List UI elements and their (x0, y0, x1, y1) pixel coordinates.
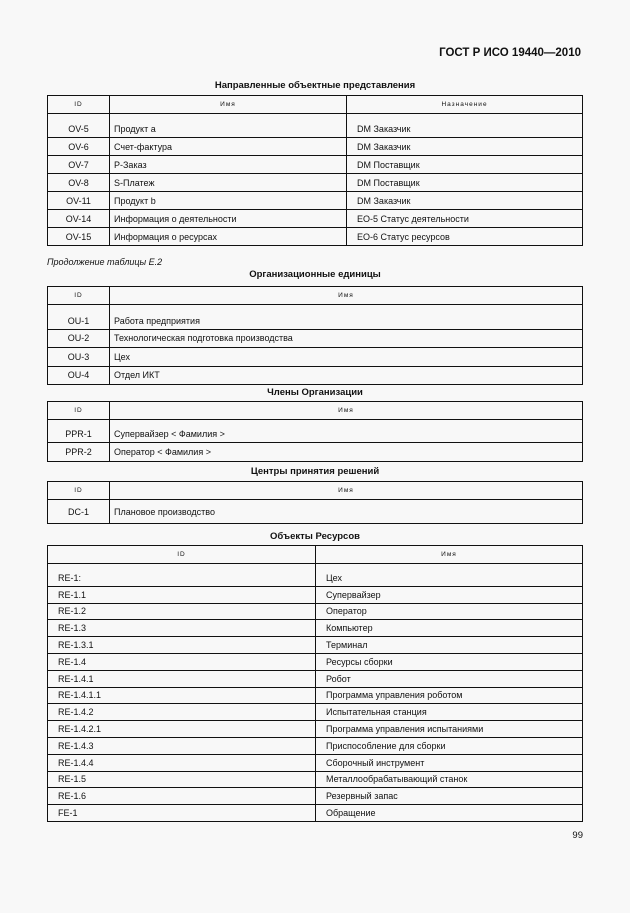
column-header-id: ID (48, 287, 110, 305)
cell-name: Испытательная станция (316, 704, 583, 721)
table-row (48, 228, 583, 246)
cell-id: RE-1.4.2.1 (48, 721, 316, 738)
cell-id: RE-1.4.1.1 (48, 687, 316, 704)
units-table-title: Организационные единицы (249, 269, 381, 280)
views-table (47, 95, 583, 246)
table-row (48, 348, 583, 367)
cell-name: Приспособление для сборки (316, 737, 583, 754)
table-header-row (48, 482, 583, 500)
cell-purpose: DM Поставщик (347, 156, 583, 174)
cell-id: RE-1.4.2 (48, 704, 316, 721)
table-row (48, 366, 583, 385)
cell-name: Продукт b (110, 192, 347, 210)
resources-table-body (48, 564, 583, 822)
table-row (48, 721, 583, 738)
centers-table (47, 481, 583, 524)
cell-id: OV-7 (48, 156, 110, 174)
table-row (48, 737, 583, 754)
cell-name: Обращение (316, 805, 583, 822)
cell-name: Программа управления роботом (316, 687, 583, 704)
table-row (48, 443, 583, 462)
cell-name: Робот (316, 670, 583, 687)
units-table-body (48, 305, 583, 385)
table-header-row (48, 287, 583, 305)
cell-name: Программа управления испытаниями (316, 721, 583, 738)
cell-id: PPR-1 (48, 420, 110, 443)
cell-purpose: DM Заказчик (347, 114, 583, 138)
table-row (48, 329, 583, 348)
table-row (48, 771, 583, 788)
cell-name: Отдел ИКТ (110, 366, 583, 385)
cell-id: RE-1.3.1 (48, 637, 316, 654)
members-table-title: Члены Организации (267, 387, 363, 398)
table-row (48, 305, 583, 330)
column-header-id: ID (48, 402, 110, 420)
cell-id: OU-2 (48, 329, 110, 348)
column-header-purpose: Назначение (347, 96, 583, 114)
table-row (48, 420, 583, 443)
table-row (48, 687, 583, 704)
table-row (48, 500, 583, 524)
column-header-name: Имя (110, 287, 583, 305)
cell-id: OV-6 (48, 138, 110, 156)
cell-id: FE-1 (48, 805, 316, 822)
cell-id: RE-1: (48, 564, 316, 587)
cell-id: RE-1.4 (48, 653, 316, 670)
units-table (47, 286, 583, 385)
cell-name: Технологическая подготовка производства (110, 329, 583, 348)
cell-id: RE-1.4.1 (48, 670, 316, 687)
cell-name: Плановое производство (110, 500, 583, 524)
cell-purpose: DM Заказчик (347, 138, 583, 156)
members-table-body (48, 420, 583, 462)
cell-name: Информация о деятельности (110, 210, 347, 228)
cell-id: PPR-2 (48, 443, 110, 462)
cell-id: RE-1.1 (48, 586, 316, 603)
table-row (48, 174, 583, 192)
cell-id: OV-5 (48, 114, 110, 138)
table-header-row (48, 96, 583, 114)
centers-table-body (48, 500, 583, 524)
resources-table-title: Объекты Ресурсов (270, 531, 360, 542)
cell-name: Оператор (316, 603, 583, 620)
cell-id: RE-1.3 (48, 620, 316, 637)
cell-name: Металлообрабатывающий станок (316, 771, 583, 788)
views-table-body (48, 114, 583, 246)
cell-name: Продукт a (110, 114, 347, 138)
column-header-id: ID (48, 482, 110, 500)
cell-name: Работа предприятия (110, 305, 583, 330)
cell-id: OU-1 (48, 305, 110, 330)
members-table (47, 401, 583, 462)
cell-id: RE-1.4.3 (48, 737, 316, 754)
column-header-id: ID (48, 96, 110, 114)
document-standard-number: ГОСТ Р ИСО 19440—2010 (439, 47, 581, 59)
table-row (48, 210, 583, 228)
cell-purpose: EO-5 Статус деятельности (347, 210, 583, 228)
table-row (48, 637, 583, 654)
cell-id: DC-1 (48, 500, 110, 524)
column-header-name: Имя (110, 402, 583, 420)
cell-name: Терминал (316, 637, 583, 654)
column-header-name: Имя (110, 96, 347, 114)
cell-id: OU-4 (48, 366, 110, 385)
cell-name: S-Платеж (110, 174, 347, 192)
page-number: 99 (572, 830, 583, 841)
table-row (48, 620, 583, 637)
cell-name: Ресурсы сборки (316, 653, 583, 670)
table-row (48, 754, 583, 771)
cell-purpose: EO-6 Статус ресурсов (347, 228, 583, 246)
resources-table (47, 545, 583, 822)
column-header-id: ID (48, 546, 316, 564)
cell-name: Супервайзер (316, 586, 583, 603)
table-row (48, 138, 583, 156)
cell-name: Оператор < Фамилия > (110, 443, 583, 462)
table-continuation-note: Продолжение таблицы Е.2 (47, 257, 163, 267)
table-row (48, 805, 583, 822)
table-row (48, 670, 583, 687)
centers-table-title: Центры принятия решений (250, 466, 380, 477)
cell-name: Супервайзер < Фамилия > (110, 420, 583, 443)
table-row (48, 192, 583, 210)
table-row (48, 704, 583, 721)
cell-name: Цех (316, 564, 583, 587)
table-row (48, 114, 583, 138)
cell-purpose: DM Поставщик (347, 174, 583, 192)
cell-id: RE-1.5 (48, 771, 316, 788)
cell-purpose: DM Заказчик (347, 192, 583, 210)
cell-id: OV-11 (48, 192, 110, 210)
cell-name: Сборочный инструмент (316, 754, 583, 771)
cell-name: Цех (110, 348, 583, 367)
table-row (48, 564, 583, 587)
views-table-title: Направленные объектные представления (214, 80, 416, 91)
table-row (48, 788, 583, 805)
table-header-row (48, 402, 583, 420)
cell-id: OU-3 (48, 348, 110, 367)
cell-id: RE-1.2 (48, 603, 316, 620)
cell-name: Компьютер (316, 620, 583, 637)
column-header-name: Имя (316, 546, 583, 564)
column-header-name: Имя (110, 482, 583, 500)
cell-name: Счет-фактура (110, 138, 347, 156)
table-row (48, 653, 583, 670)
cell-id: RE-1.6 (48, 788, 316, 805)
table-row (48, 156, 583, 174)
cell-id: OV-8 (48, 174, 110, 192)
cell-id: RE-1.4.4 (48, 754, 316, 771)
cell-name: Резервный запас (316, 788, 583, 805)
cell-name: P-Заказ (110, 156, 347, 174)
cell-id: OV-15 (48, 228, 110, 246)
cell-name: Информация о ресурсах (110, 228, 347, 246)
table-row (48, 586, 583, 603)
table-row (48, 603, 583, 620)
cell-id: OV-14 (48, 210, 110, 228)
table-header-row (48, 546, 583, 564)
